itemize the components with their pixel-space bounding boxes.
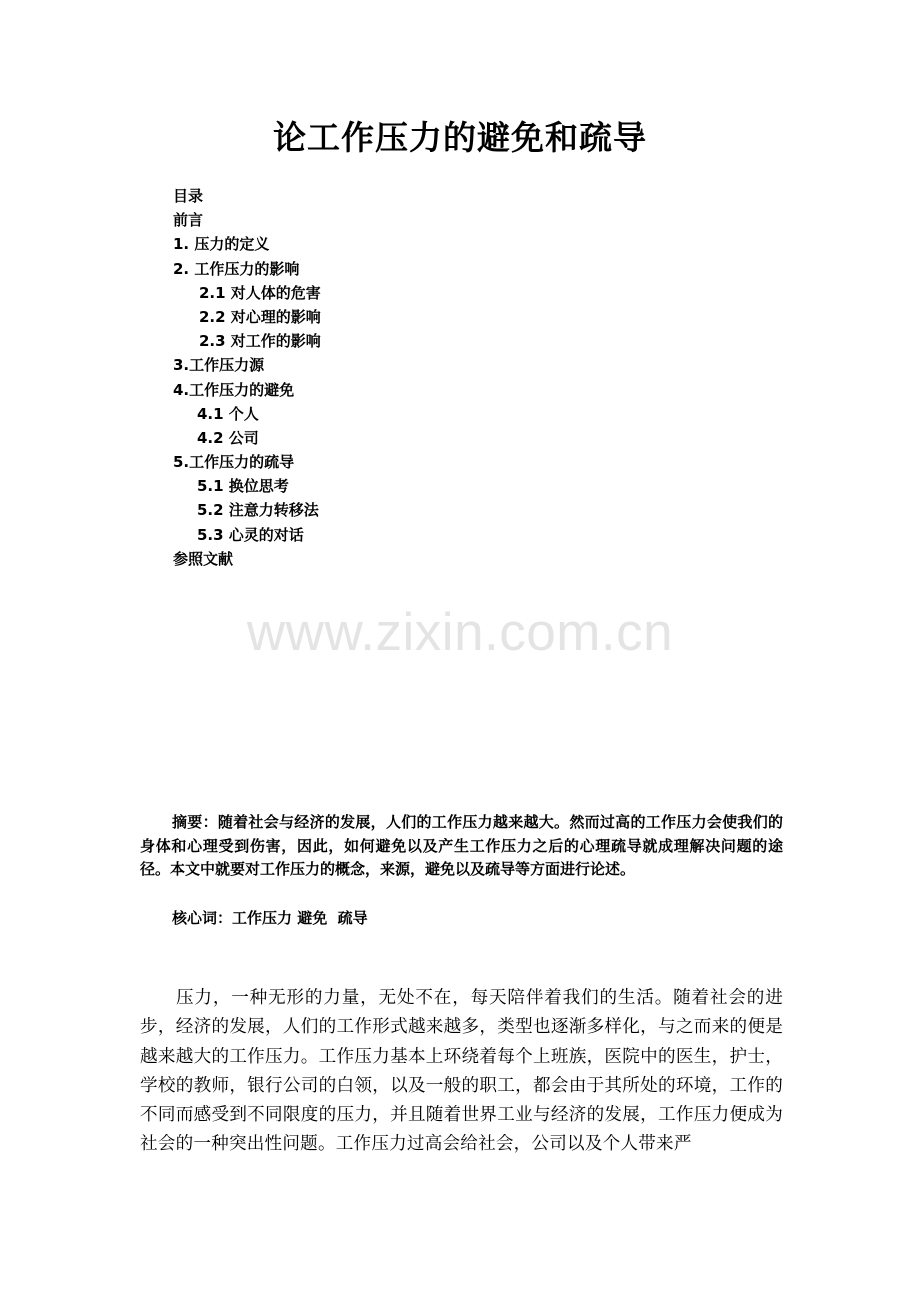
toc-item-1: 1. 压力的定义 <box>173 235 270 254</box>
abstract-paragraph: 摘要：随着社会与经济的发展，人们的工作压力越来越大。然而过高的工作压力会使我们的身体和心理受到伤害，因此，如何避免以及产生工作压力之后的心理疏导就成理解决问题的途径。本文中就要对工作压力的概念，来源，避免以及疏导等方面进行论述。 <box>140 813 783 878</box>
toc-item-2-3: 2.3 对工作的影响 <box>199 332 321 351</box>
toc-item-3: 3.工作压力源 <box>173 356 265 375</box>
toc-item-5-2: 5.2 注意力转移法 <box>197 501 319 520</box>
body-paragraph: 压力，一种无形的力量，无处不在，每天陪伴着我们的生活。随着社会的进步，经济的发展，人们的工作形式越来越多，类型也逐渐多样化，与之而来的便是越来越大的工作压力。工作压力基本上环绕着每个上班族，医院中的医生，护士，学校的教师，银行公司的白领，以及一般的职工，都会由于其所处的环境，工作的不同而感受到不同限度的压力，并且随着世界工业与经济的发展，工作压力便成为社会的一种突出性问题。工作压力过高会给社会，公司以及个人带来严 <box>140 988 783 1155</box>
toc-item-2-2: 2.2 对心理的影响 <box>199 307 321 326</box>
toc-item-4: 4.工作压力的避免 <box>173 380 295 399</box>
toc-item-2-1: 2.1 对人体的危害 <box>199 283 321 302</box>
toc-item-references: 参照文献 <box>173 549 234 568</box>
toc-heading: 目录 <box>173 187 204 205</box>
document-title: 论工作压力的避免和疏导 <box>273 118 647 157</box>
toc-item-4-1: 4.1 个人 <box>197 404 259 423</box>
toc-item-2: 2. 工作压力的影响 <box>173 259 300 278</box>
watermark: www.zixin.com.cn <box>246 603 674 662</box>
keywords-line: 核心词：工作压力 避免 疏导 <box>172 909 368 927</box>
toc-item-5-3: 5.3 心灵的对话 <box>197 525 304 544</box>
toc-item-5-1: 5.1 换位思考 <box>197 477 289 496</box>
toc-item-4-2: 4.2 公司 <box>197 428 259 447</box>
toc-item-preface: 前言 <box>173 211 204 230</box>
table-of-contents <box>173 184 321 571</box>
toc-item-5: 5.工作压力的疏导 <box>173 453 295 472</box>
